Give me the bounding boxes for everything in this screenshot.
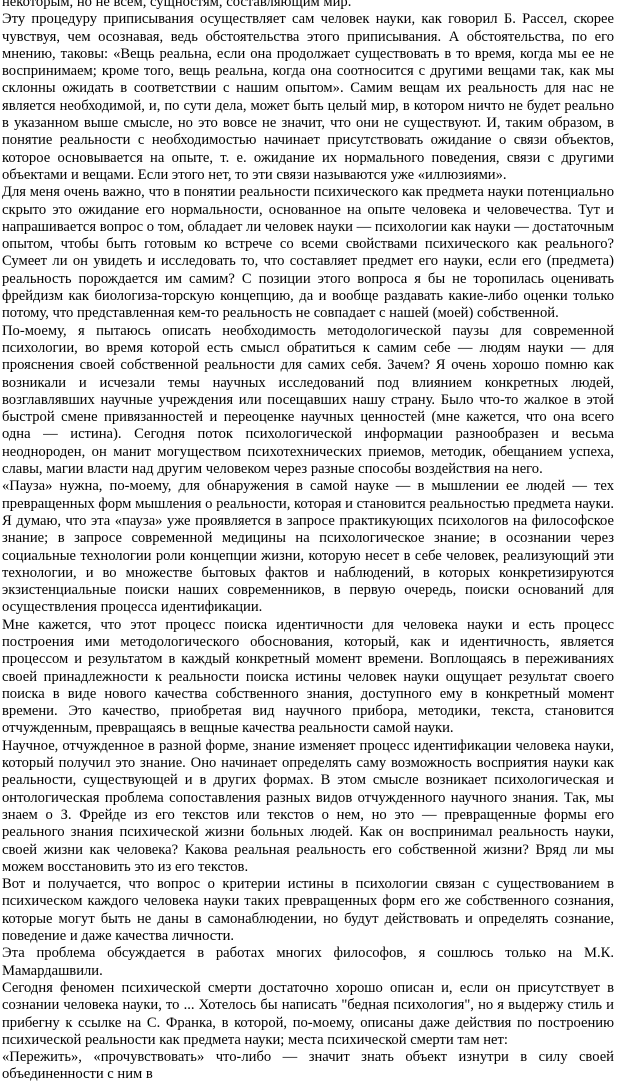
paragraph-10: Сегодня феномен психической смерти достаточно хорошо описан и, если он присутствует в сознании человека науки, то ... Хотелось бы написать "бедная психология", но я выдержу стиль и прибегну к ссылке на С. Франка, в которой, по-моему, описаны даже действия по построению психической реальности как предмета науки; места психической смерти там нет: xyxy=(2,979,614,1048)
paragraph-7: Научное, отчужденное в разной форме, знание изменяет процесс идентификации человека науки, который получил это знание. Оно начинает определять саму возможность восприятия науки как реальности, существующей и в других формах. В этом смысле возникает психологическая и онтологическая проблема сопоставления разных видов отчужденного научного знания. Так, мы знаем о З. Фрейде из его текстов или текстов о нем, но это — превращенные формы его реального знания психической жизни больных людей. Как он воспринимал реальность науки, своей жизни как человека? Какова реальная реальность его собственной жизни? Вряд ли мы можем восстановить это из его текстов. xyxy=(2,737,614,875)
paragraph-9: Эта проблема обсуждается в работах многих философов, я сошлюсь только на М.К. Мамардашвили. xyxy=(2,945,614,979)
paragraph-11: «Пережить», «прочувствовать» что-либо — значит знать объект изнутри в силу своей объединенности с ним в xyxy=(2,1049,614,1083)
paragraph-6: Мне кажется, что этот процесс поиска идентичности для человека науки и есть процесс построения ими методологического обоснования, который, как и идентичность, является процессом и результатом в каждый конкретный момент времени. Воплощаясь в переживаниях своей принадлежности к реальности поиска истины человек науки ощущает результат своего поиска в виде нового качества собственного знания, доступного ему в конкретный момент времени. Это качество, приобретая вид научного прибора, методики, текста, становится отчужденным, превращаясь в вещные качества реальности самой науки. xyxy=(2,616,614,737)
paragraph-8: Вот и получается, что вопрос о критерии истины в психологии связан с существованием в психическом каждого человека науки таких превращенных форм его же собственного сознания, которые могут быть не даны в самонаблюдении, но будут действовать и определять сознание, поведение и даже качества личности. xyxy=(2,876,614,945)
paragraph-5: «Пауза» нужна, по-моему, для обнаружения в самой науке — в мышлении ее людей — тех превращенных форм мышления о реальности, которая и становится реальностью предмета науки. Я думаю, что эта «пауза» уже проявляется в запросе практикующих психологов на философское знание; в запросе современной медицины на психологическое знание; в осознании через социальные технологии роли концепции жизни, которую несет в себе человек, реализующий эти технологии, и во множестве бытовых фактов и наблюдений, в которых конкретизируются экзистенциальные поиски наших современников, в первую очередь, поиски оснований для осуществления процесса идентификации. xyxy=(2,478,614,616)
paragraph-1: некоторым, но не всем, сущностям, составляющим мир. xyxy=(2,0,352,10)
paragraph-4: По-моему, я пытаюсь описать необходимость методологической паузы для современной психологии, во время которой есть смысл обратиться к самим себе — людям науки — для прояснения своей собственной реальности для самих себя. Зачем? Я очень хорошо помню как возникали и исчезали темы научных исследований под влиянием конкретных людей, возглавлявших научные учреждения или посещавших нашу страну. Было что-то жалкое в этой быстрой смене привязанностей и переоценке научных ценностей (мне кажется, что она всего одна — истина). Сегодня поток психологической информации разнообразен и весьма неоднороден, он манит могуществом психотехнических приемов, методик, обещанием успеха, славы, магии власти над другим человеком через разные способы воздействия на него. xyxy=(2,322,614,478)
paragraph-3: Для меня очень важно, что в понятии реальности психического как предмета науки потенциально скрыто это ожидание его нормальности, основанное на опыте человека и человечества. Тут и напрашивается вопрос о том, обладает ли человек науки — психологии как науки — достаточным опытом, чтобы быть готовым ко встрече со всеми свойствами психического как реального? Сумеет ли он увидеть и исследовать то, что составляет предмет его науки, если его (предмета) реальность порождается им самим? С позиции этого вопроса я бы не торопилась оценивать фрейдизм как биологиза-торскую концепцию, да и вообще раздавать какие-либо оценки только потому, что представленная кем-то реальность не совпадает с нашей (моей) собственной. xyxy=(2,184,614,322)
paragraph-2: Эту процедуру приписывания осуществляет сам человек науки, как говорил Б. Рассел, скорее чувствуя, чем осознавая, ведь обстоятельства этого приписывания. А обстоятельства, по его мнению, таковы: «Вещь реальна, если она продолжает существовать в то время, когда мы ее не воспринимаем; кроме того, вещь реальна, когда она соотносится с другими вещами так, как мы склонны ожидать в соответствии с нашим опытом». Самим вещам их реальность для нас не является необходимой, и, по сути дела, может быть целый мир, в котором ничто не будет реально в указанном выше смысле, но это вовсе не значит, что они не существуют. И, таким образом, в понятие реальности с необходимостью начинает присутствовать ожидание о связи объектов, которое основывается на опыте, т. е. ожидание их нормального поведения, связи с другими объектами и вещами. Если этого нет, то эти связи называются уже «иллюзиями». xyxy=(2,11,614,183)
